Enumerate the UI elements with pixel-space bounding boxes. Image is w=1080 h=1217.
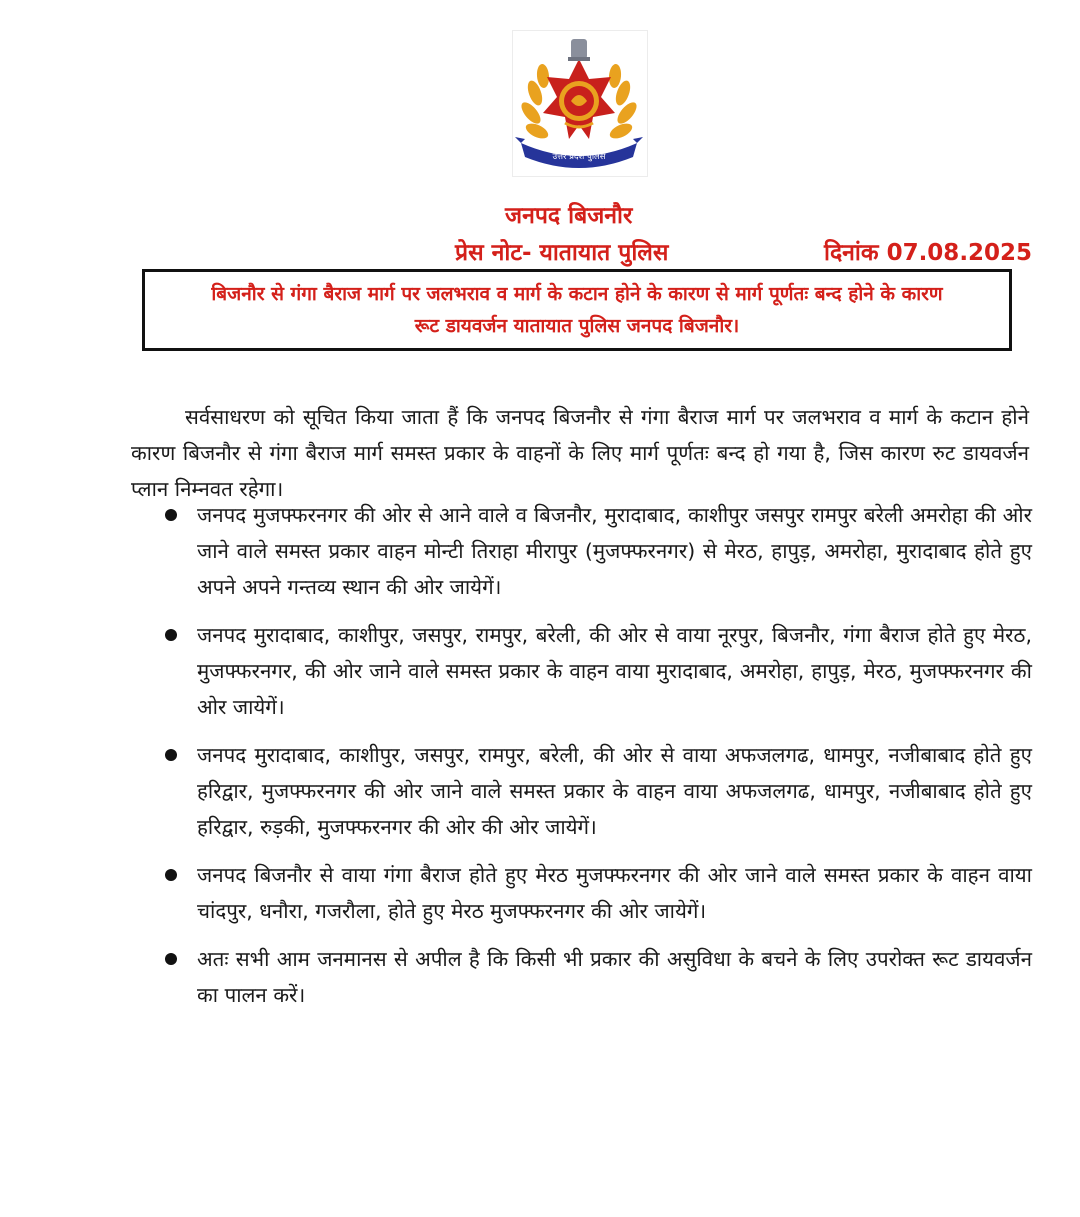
diversion-item <box>160 497 1032 605</box>
diversion-item <box>160 941 1032 1013</box>
bullet-dot-icon <box>165 953 177 965</box>
bullet-dot-icon <box>165 629 177 641</box>
diversion-item-text: अतः सभी आम जनमानस से अपील है कि किसी भी प्रकार की असुविधा के बचने के लिए उपरोक्त रूट डायवर्जन का पालन करें। <box>197 947 1032 1007</box>
diversion-item-text: जनपद मुजफ्फरनगर की ओर से आने वाले व बिजनौर, मुरादाबाद, काशीपुर जसपुर रामपुर बरेली अमरोहा की ओर जाने वाले समस्त प्रकार वाहन मोन्टी तिराहा मीरापुर (मुजफ्फरनगर) से मेरठ, हापुड़, अमरोहा, मुरादाबाद होते हुए अपने अपने गन्तव्य स्थान की ओर जायेगें। <box>197 503 1032 599</box>
diversion-item-text: जनपद मुरादाबाद, काशीपुर, जसपुर, रामपुर, बरेली, की ओर से वाया अफजलगढ, धामपुर, नजीबाबाद होते हुए हरिद्वार, मुजफ्फरनगर की ओर जाने वाले समस्त प्रकार के वाहन वाया अफजलगढ, धामपुर, नजीबाबाद होते हुए हरिद्वार, रुड़की, मुजफ्फरनगर की ओर की ओर जायेगें। <box>197 743 1032 839</box>
subject-line-1: बिजनौर से गंगा बैराज मार्ग पर जलभराव व मार्ग के कटान होने के कारण से मार्ग पूर्णतः बन्द होने के कारण <box>211 283 943 305</box>
bullet-dot-icon <box>165 749 177 761</box>
up-police-emblem-icon <box>512 30 648 177</box>
press-note-date: दिनांक 07.08.2025 <box>824 240 1033 266</box>
subject-box <box>142 269 1012 351</box>
subject-line-2: रूट डायवर्जन यातायात पुलिस जनपद बिजनौर। <box>414 315 740 337</box>
diversion-item <box>160 617 1032 725</box>
diversion-list <box>160 497 1032 1025</box>
intro-paragraph: सर्वसाधरण को सूचित किया जाता हैं कि जनपद बिजनौर से गंगा बैराज मार्ग पर जलभराव व मार्ग के कटान होने कारण बिजनौर से गंगा बैराज मार्ग समस्त प्रकार के वाहनों के लिए मार्ग पूर्णतः बन्द हो गया है, जिस कारण रुट डायवर्जन प्लान निम्नवत रहेगा। <box>131 404 1029 501</box>
bullet-dot-icon <box>165 509 177 521</box>
diversion-item <box>160 857 1032 929</box>
diversion-item-text: जनपद बिजनौर से वाया गंगा बैराज होते हुए मेरठ मुजफ्फरनगर की ओर जाने वाले समस्त प्रकार के वाहन वाया चांदपुर, धनौरा, गजरौला, होते हुए मेरठ मुजफ्फरनगर की ओर जायेगें। <box>197 863 1032 923</box>
bullet-dot-icon <box>165 869 177 881</box>
press-note-title: प्रेस नोट- यातायात पुलिस <box>455 240 669 266</box>
diversion-item-text: जनपद मुरादाबाद, काशीपुर, जसपुर, रामपुर, बरेली, की ओर से वाया नूरपुर, बिजनौर, गंगा बैराज होते हुए मेरठ, मुजफ्फरनगर, की ओर जाने वाले समस्त प्रकार के वाहन वाया मुरादाबाद, अमरोहा, हापुड़, मेरठ, मुजफ्फरनगर की ओर जायेगें। <box>197 623 1032 719</box>
district-title: जनपद बिजनौर <box>505 203 633 229</box>
diversion-item <box>160 737 1032 845</box>
logo-ribbon-text: उत्तर प्रदेश पुलिस <box>552 152 606 162</box>
